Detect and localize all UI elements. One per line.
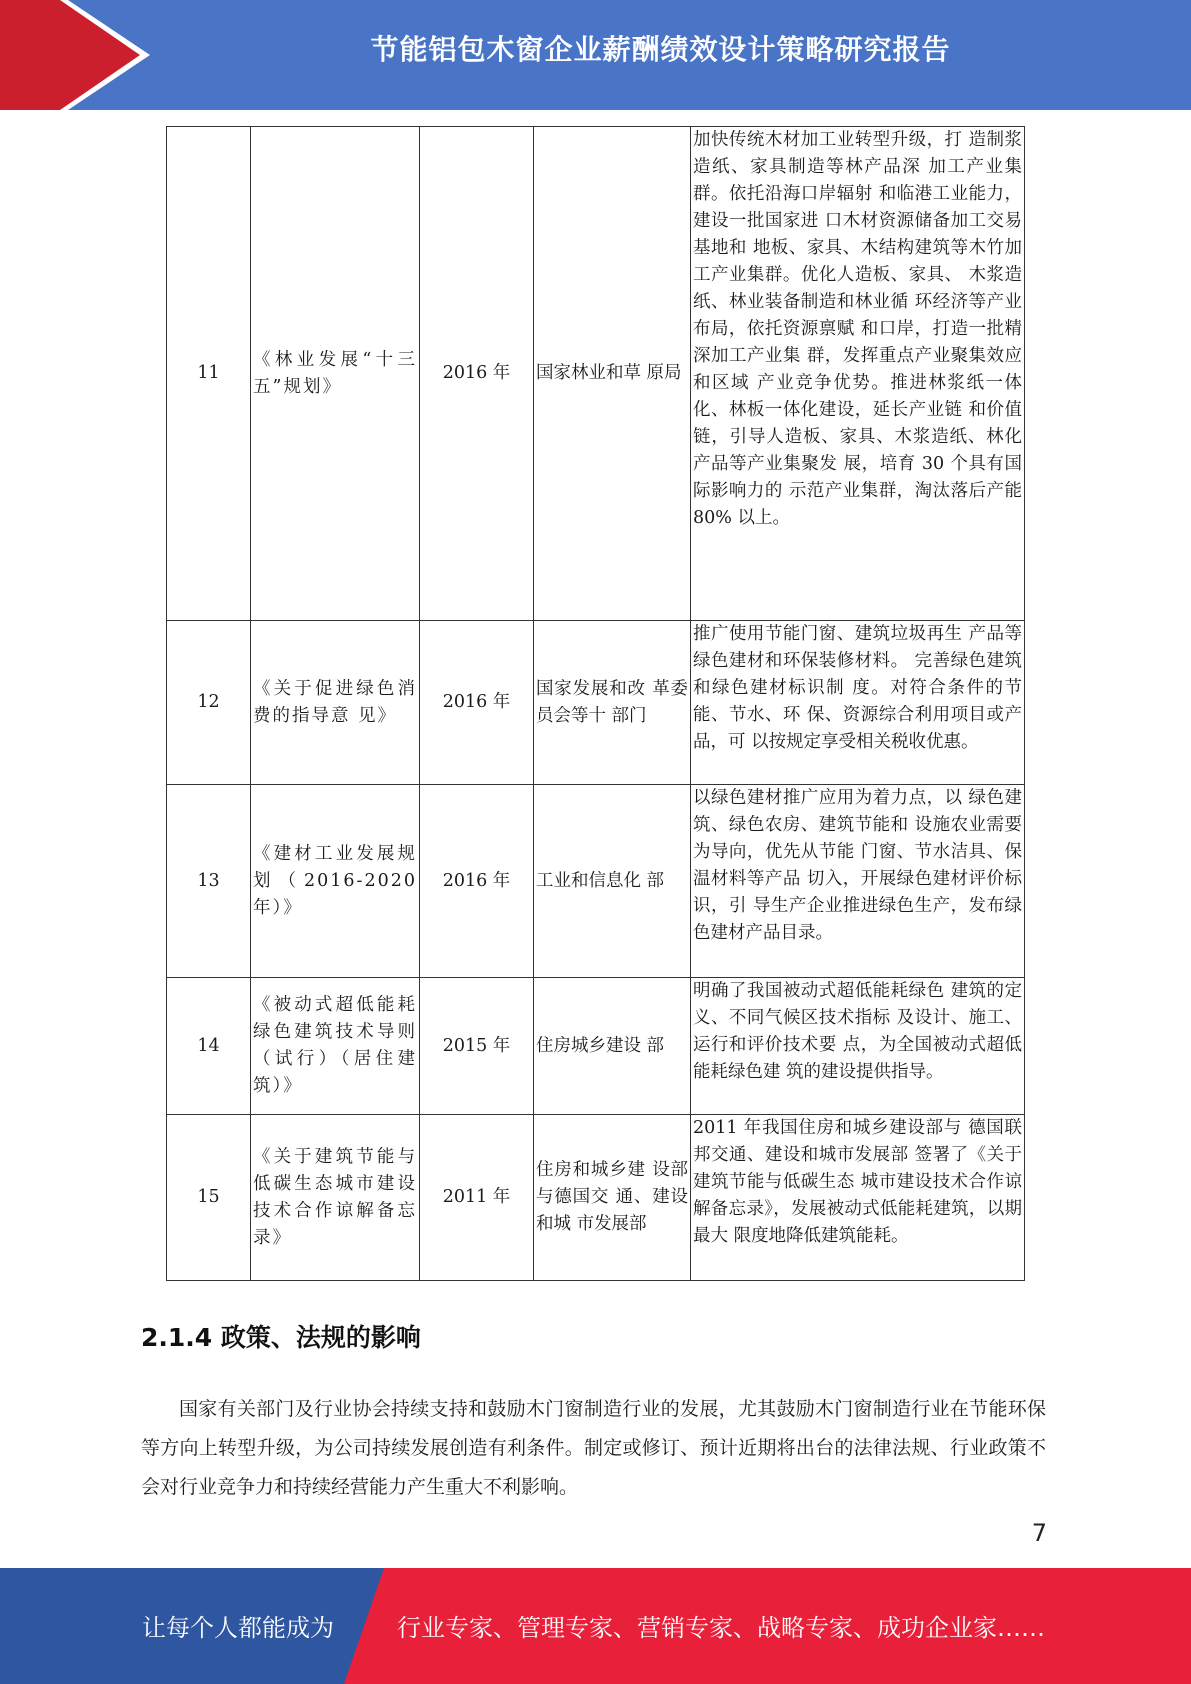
table-row xyxy=(167,127,1025,621)
issuing-department: 住房和城乡建 设部与德国交 通、建设和城 市发展部 xyxy=(534,1115,691,1281)
policy-content: 推广使用节能门窗、建筑垃圾再生 产品等绿色建材和环保装修材料。 完善绿色建筑和绿色建材标识制 度。对符合条件的节能、节水、环 保、资源综合利用项目或产品，可 以按规定享受相关税收优惠。 xyxy=(691,621,1025,785)
row-number: 11 xyxy=(167,127,251,621)
row-number: 13 xyxy=(167,785,251,978)
issuing-department: 住房城乡建设 部 xyxy=(534,978,691,1115)
section-paragraph: 国家有关部门及行业协会持续支持和鼓励木门窗制造行业的发展，尤其鼓励木门窗制造行业在节能环保等方向上转型升级，为公司持续发展创造有利条件。制定或修订、预计近期将出台的法律法规、行业政策不会对行业竞争力和持续经营能力产生重大不利影响。 xyxy=(141,1398,1046,1498)
policy-year: 2016 年 xyxy=(420,127,534,621)
policy-year: 2016 年 xyxy=(420,621,534,785)
policy-name: 《关于建筑节能与低碳生态城市建设技术合作谅解备忘录》 xyxy=(251,1115,420,1281)
table-row xyxy=(167,1115,1025,1281)
footer-slogan-right: 行业专家、管理专家、营销专家、战略专家、成功企业家…… xyxy=(397,1614,1045,1642)
footer-slogan-left: 让每个人都能成为 xyxy=(142,1614,334,1642)
policy-content: 明确了我国被动式超低能耗绿色 建筑的定义、不同气候区技术指标 及设计、施工、运行和评价技术要 点，为全国被动式超低能耗绿色建 筑的建设提供指导。 xyxy=(691,978,1025,1115)
header-arrow-graphic xyxy=(0,0,160,110)
policy-name: 《被动式超低能耗绿色建筑技术导则（试行）（居住建筑）》 xyxy=(251,978,420,1115)
page-header xyxy=(0,0,1191,110)
section-heading: 2.1.4 政策、法规的影响 xyxy=(141,1323,421,1352)
report-title: 节能铝包木窗企业薪酬绩效设计策略研究报告 xyxy=(370,33,951,66)
policy-content: 加快传统木材加工业转型升级，打 造制浆造纸、家具制造等林产品深 加工产业集群。依托沿海口岸辐射 和临港工业能力，建设一批国家进 口木材资源储备加工交易基地和 地板、家具、木结构建筑等木竹加 工产业集群。优化人造板、家具、 木浆造纸、林业装备制造和林业循 环经济等产业布局，依托资源禀赋 和口岸，打造一批精深加工产业集 群，发挥重点产业聚集效应和区域 产业竞争优势。推进林浆纸一体 化、林板一体化建设，延长产业链 和价值链，引导人造板、家具、木浆造纸、林化产品等产业集聚发 展，培育 30 个具有国际影响力的 示范产业集群，淘汰落后产能 80% 以上。 xyxy=(691,127,1025,621)
table-row xyxy=(167,978,1025,1115)
policy-content: 2011 年我国住房和城乡建设部与 德国联邦交通、建设和城市发展部 签署了《关于建筑节能与低碳生态 城市建设技术合作谅解备忘录》，发展被动式低能耗建筑，以期最大 限度地降低建筑能耗。 xyxy=(691,1115,1025,1281)
page-number: 7 xyxy=(1031,1519,1047,1547)
policy-year: 2011 年 xyxy=(420,1115,534,1281)
page-footer xyxy=(0,1568,1191,1684)
policy-name: 《林业发展“十三五”规划》 xyxy=(251,127,420,621)
row-number: 15 xyxy=(167,1115,251,1281)
table-row xyxy=(167,785,1025,978)
policy-name: 《关于促进绿色消费的指导意 见》 xyxy=(251,621,420,785)
row-number: 12 xyxy=(167,621,251,785)
issuing-department: 国家发展和改 革委员会等十 部门 xyxy=(534,621,691,785)
policy-year: 2016 年 xyxy=(420,785,534,978)
row-number: 14 xyxy=(167,978,251,1115)
policy-content: 以绿色建材推广应用为着力点，以 绿色建筑、绿色农房、建筑节能和 设施农业需要为导向，优先从节能 门窗、节水洁具、保温材料等产品 切入，开展绿色建材评价标识，引 导生产企业推进绿色生产，发布绿 色建材产品目录。 xyxy=(691,785,1025,978)
policy-year: 2015 年 xyxy=(420,978,534,1115)
policy-table xyxy=(166,126,1025,1281)
table-row xyxy=(167,621,1025,785)
issuing-department: 国家林业和草 原局 xyxy=(534,127,691,621)
policy-name: 《建材工业发展规划（2016-2020年）》 xyxy=(251,785,420,978)
issuing-department: 工业和信息化 部 xyxy=(534,785,691,978)
